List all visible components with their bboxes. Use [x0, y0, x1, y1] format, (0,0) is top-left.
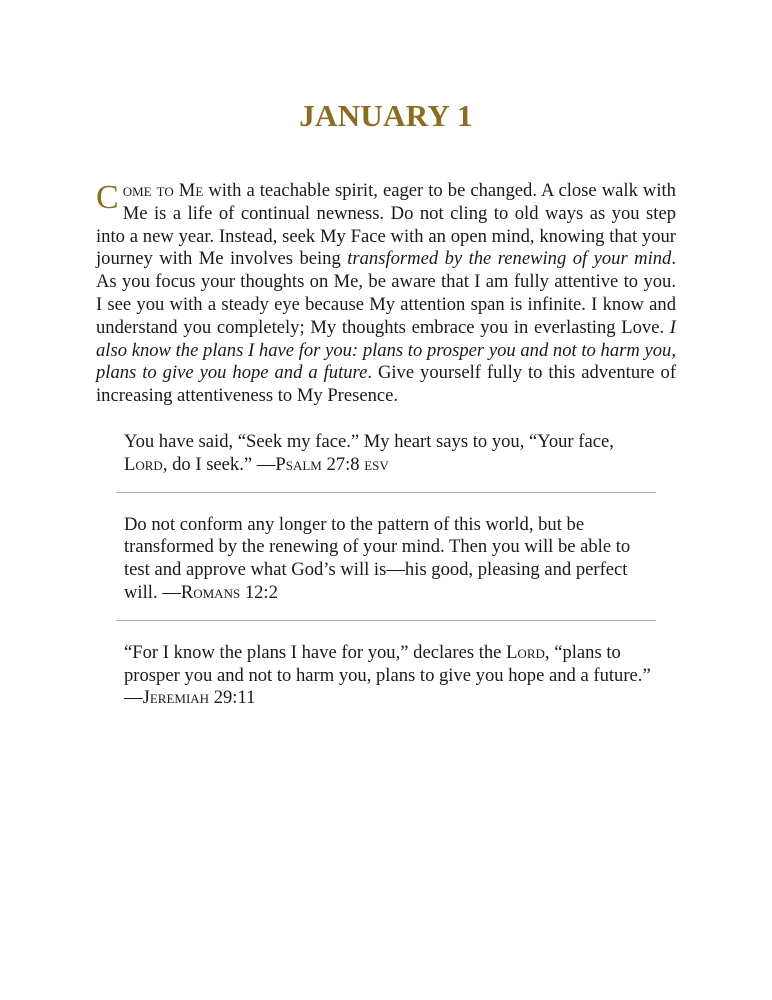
devotional-text-3: . Give yourself fully to this adventure of increasing attentiveness to My Presence.	[96, 362, 677, 407]
devotional-italic-2: I also know the plans I have for you: plans to prosper you and not to harm you, plans to give you hope and a future	[96, 316, 676, 384]
verse-text: “For I know the plans I have for you,” declares the	[124, 641, 507, 663]
drop-cap: C	[96, 179, 119, 216]
lead-smallcaps: ome to	[122, 180, 174, 201]
verse-psalm	[116, 431, 656, 477]
verse-jeremiah	[116, 642, 656, 710]
verse-reference-number: 27:8	[321, 453, 365, 475]
scripture-references	[116, 431, 656, 710]
verse-reference: Psalm	[275, 453, 322, 475]
divider	[116, 492, 656, 493]
verse-reference-number: 29:11	[209, 687, 256, 709]
verse-text-mid: , “plans to prosper you and not to harm you, plans to give you hope and a future.” —	[124, 641, 651, 709]
devotional-paragraph	[96, 180, 676, 408]
devotional-italic-1: transformed by the renewing of your mind	[347, 248, 672, 270]
page-title: JANUARY 1	[299, 98, 473, 133]
verse-text: You have said, “Seek my face.” My heart says to you, “Your face,	[124, 431, 614, 452]
verse-reference: Romans	[180, 581, 241, 603]
verse-reference: Jeremiah	[142, 687, 210, 709]
lead-smallcaps-me: Me	[178, 180, 204, 201]
verse-romans	[116, 514, 656, 605]
divider	[116, 620, 656, 621]
devotional-text-2: . As you focus your thoughts on Me, be aware that I am fully attentive to you. I see you with a steady eye because My attention span is infinite. I know and understand you completely; My thoughts embrace you in everlasting Love.	[96, 248, 676, 338]
verse-lord: Lord	[506, 641, 545, 663]
verse-text-mid: , do I seek.” —	[162, 453, 276, 475]
verse-reference-number: 12:2	[240, 581, 278, 603]
verse-version: esv	[364, 453, 389, 475]
verse-text: Do not conform any longer to the pattern of this world, but be transformed by the renewing of your mind. Then you will be able to test and approve what God’s will is—his good, pleasing and perfect will. —	[124, 513, 631, 603]
devotional-text-1: with a teachable spirit, eager to be changed. A close walk with Me is a life of continual newness. Do not cling to old ways as you step into a new year. Instead, seek My Face with an open mind, knowing that your journey with Me involves being	[96, 180, 676, 270]
verse-lord: Lord	[124, 453, 163, 475]
